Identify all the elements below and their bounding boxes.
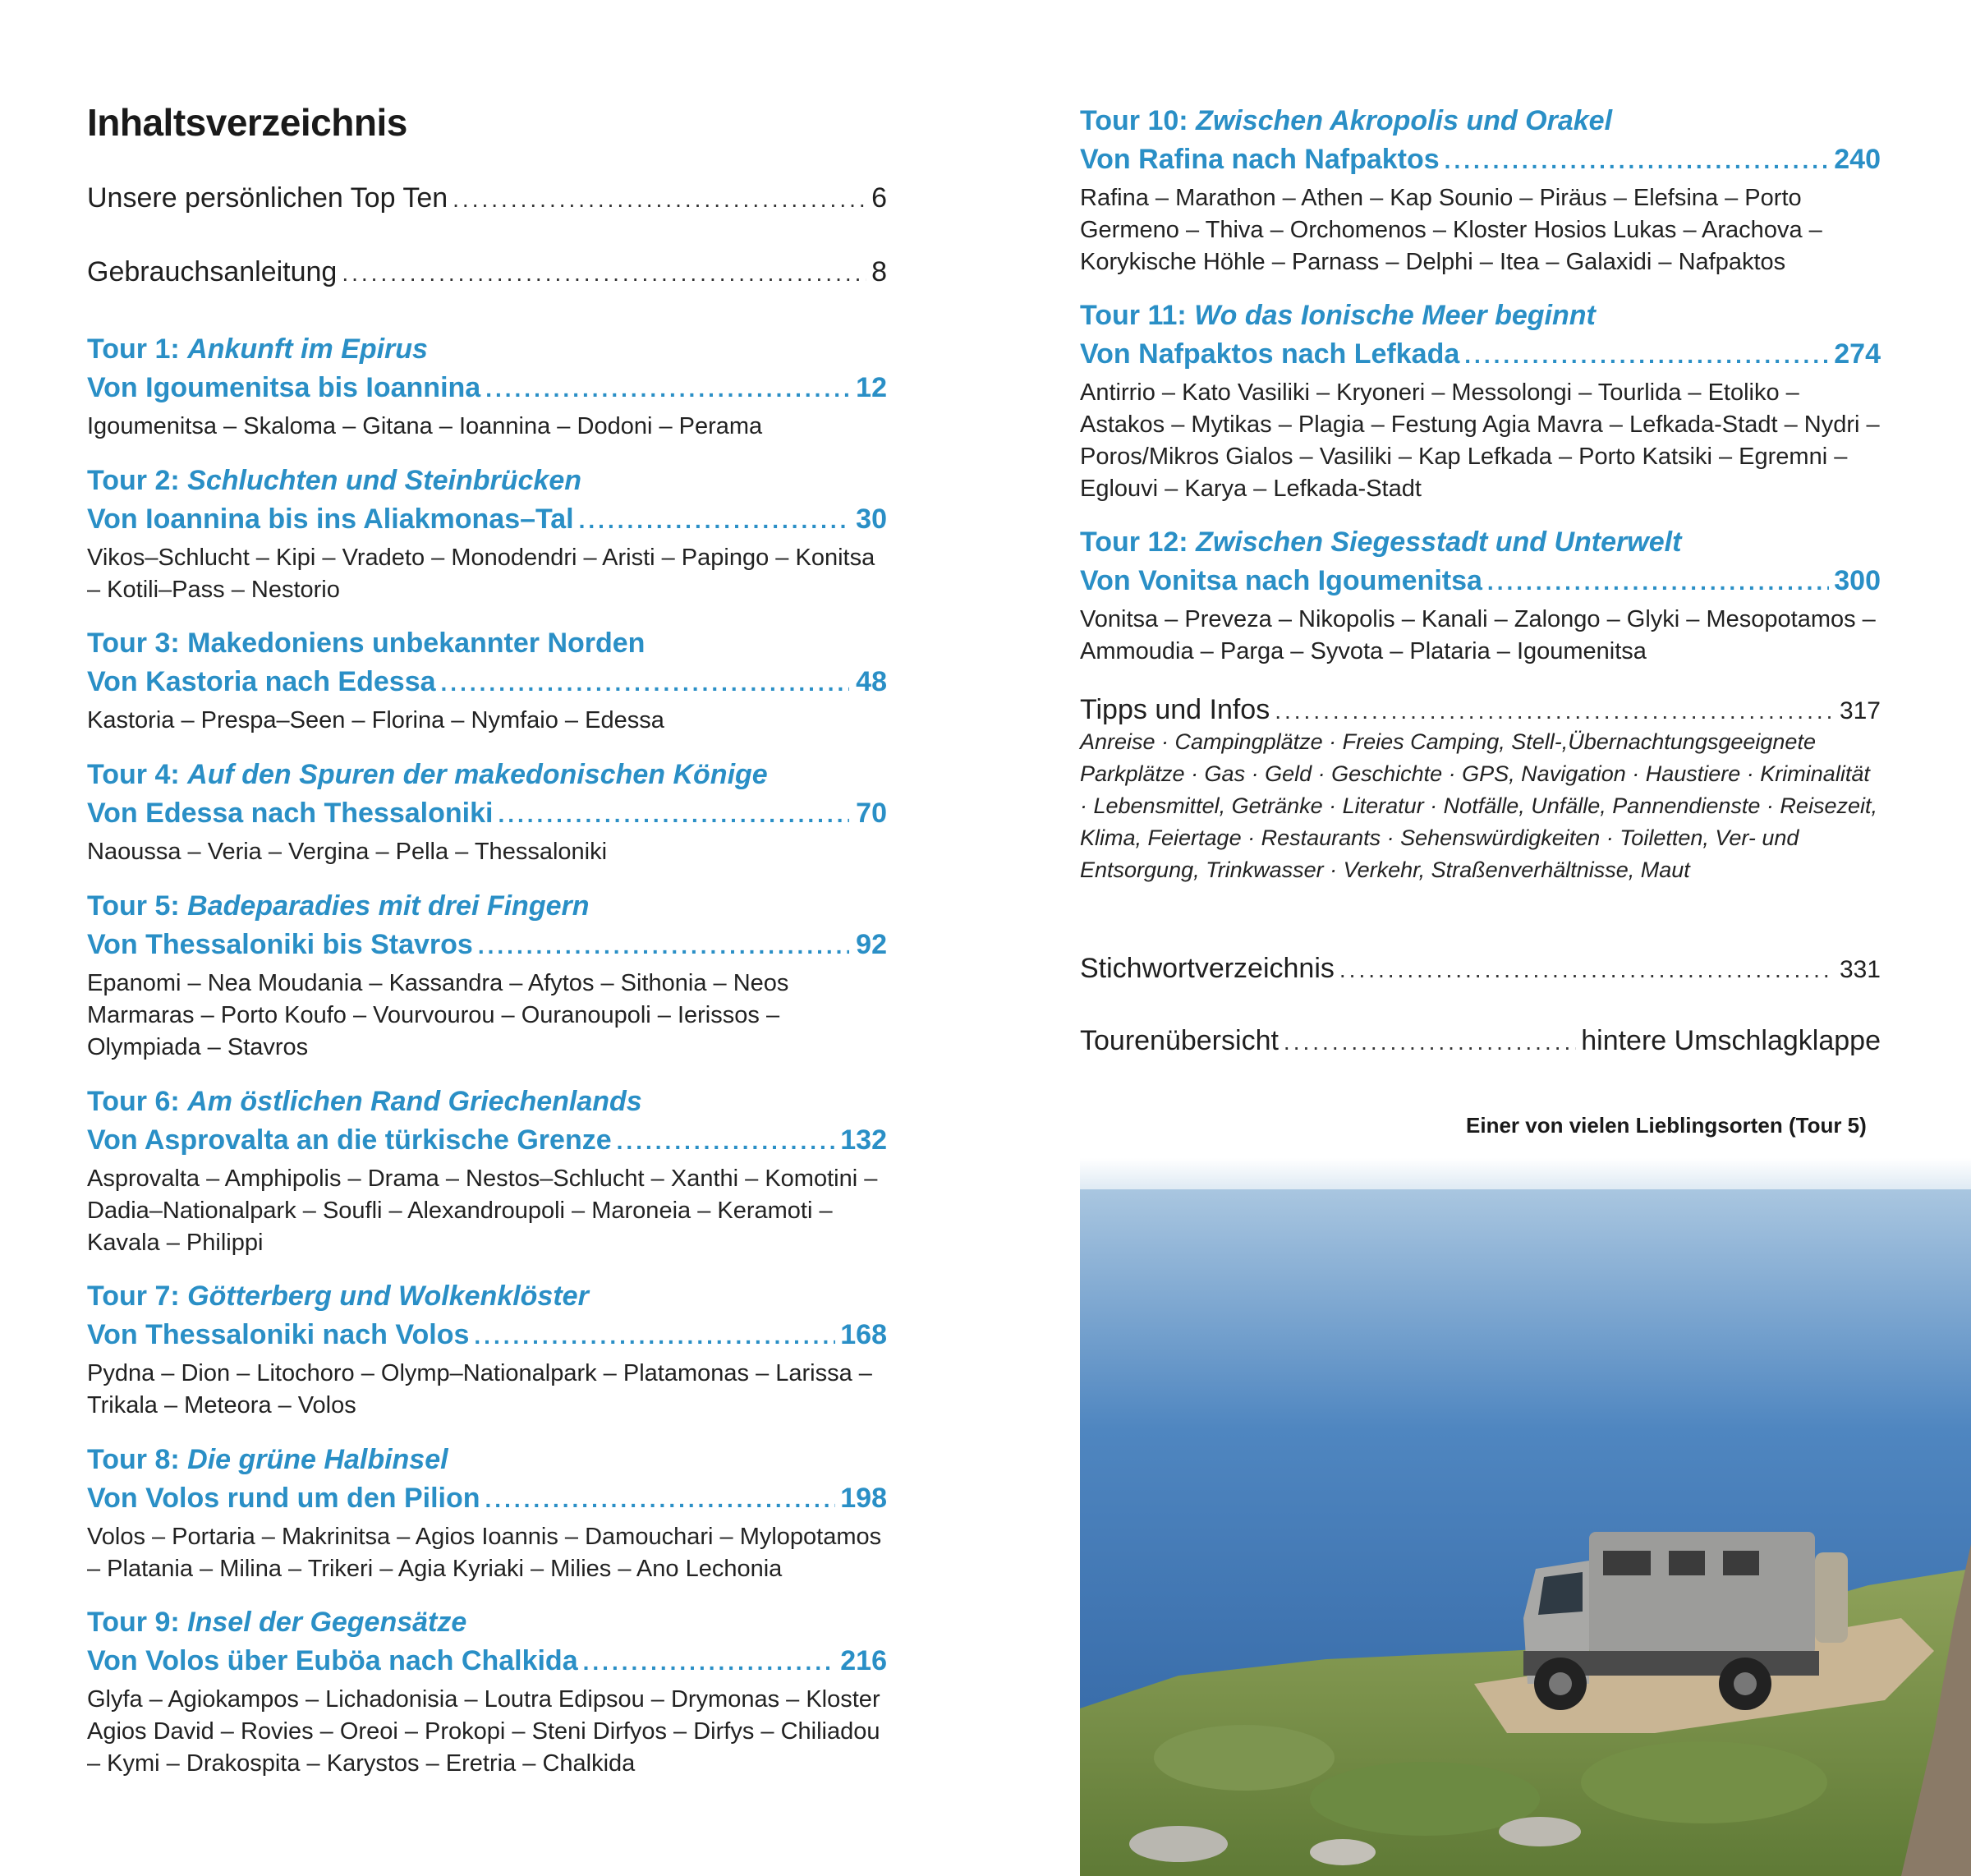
camper-photo — [1080, 1158, 1971, 1876]
tour-page: 240 — [1834, 144, 1881, 175]
tour-route: Von Thessaloniki bis Stavros — [87, 929, 473, 960]
tour-route: Von Asprovalta an die türkische Grenze — [87, 1124, 612, 1156]
tour-places: Kastoria – Prespa–Seen – Florina – Nymfaio – Edessa — [87, 707, 664, 733]
tour-route: Von Ioannina bis ins Aliakmonas–Tal — [87, 503, 574, 535]
tipps-topics: Anreise · Campingplätze · Freies Camping, Stell-,Übernachtungsgeeignete Parkplätze · Gas · Geld · Geschichte · GPS, Navigation · Haustiere · Kriminalität · Lebensmittel, Getränke · Literatur · Notfälle, Unfälle, Pannendienste · Reisezeit, Klima, Feiertage · Restaurants · Sehenswürdigkeiten · Toiletten, Ver- und Entsorgung, Trinkwasser · Verkehr, Straßenverhältnisse, Maut — [1080, 729, 1877, 882]
leader-dots — [1445, 141, 1830, 181]
tour-entry-8[interactable] — [87, 1441, 887, 1585]
leader-dots — [478, 927, 849, 966]
tour-page: 132 — [840, 1124, 887, 1156]
tour-page: 300 — [1834, 565, 1881, 596]
tour-number: Tour 11: — [1080, 300, 1187, 331]
tour-route: Von Volos rund um den Pilion — [87, 1483, 480, 1514]
tour-route: Von Igoumenitsa bis Ioannina — [87, 372, 481, 403]
tour-places: Epanomi – Nea Moudania – Kassandra – Afytos – Sithonia – Neos Marmaras – Porto Koufo – Vourvourou – Ouranoupoli – Ierissos – Olympiada – Stavros — [87, 970, 789, 1060]
leader-dots — [617, 1122, 836, 1161]
toc-entry-tourenuebersicht[interactable] — [1080, 1025, 1881, 1057]
sky — [1080, 1158, 1971, 1191]
tour-places: Pydna – Dion – Litochoro – Olymp–Nationalpark – Platamonas – Larissa – Trikala – Meteora – Volos — [87, 1360, 872, 1418]
tour-page: 274 — [1834, 338, 1881, 370]
entry-page: 6 — [871, 182, 887, 214]
tour-route: Von Edessa nach Thessaloniki — [87, 798, 494, 829]
page-title: Inhaltsverzeichnis — [87, 101, 407, 144]
tour-route: Von Nafpaktos nach Lefkada — [1080, 338, 1460, 370]
tour-places: Asprovalta – Amphipolis – Drama – Nestos–Schlucht – Xanthi – Komotini – Dadia–Nationalpark – Soufli – Alexandroupoli – Maroneia – Keramoti – Kavala – Philippi — [87, 1166, 878, 1256]
photo-caption: Einer von vielen Lieblingsorten (Tour 5) — [1466, 1113, 1867, 1138]
leader-dots — [474, 1317, 835, 1356]
tour-entry-12[interactable] — [1080, 523, 1881, 668]
tour-entry-1[interactable] — [87, 330, 887, 443]
tour-route: Von Rafina nach Nafpaktos — [1080, 144, 1440, 175]
tour-subtitle: Am östlichen Rand Griechenlands — [187, 1086, 642, 1117]
tour-page: 198 — [840, 1483, 887, 1514]
tour-subtitle: Die grüne Halbinsel — [187, 1444, 448, 1475]
entry-label: Tourenübersicht — [1080, 1025, 1279, 1056]
toc-entry-tipps[interactable] — [1080, 694, 1881, 886]
rock — [1310, 1839, 1376, 1865]
entry-label: Gebrauchsanleitung — [87, 256, 338, 287]
leader-dots — [453, 186, 866, 213]
tour-number: Tour 8: — [87, 1444, 180, 1475]
landscape-illustration — [1080, 1158, 1971, 1876]
tour-number: Tour 6: — [87, 1086, 180, 1117]
tour-entry-7[interactable] — [87, 1277, 887, 1422]
tour-page: 70 — [856, 798, 887, 829]
leader-dots — [498, 795, 849, 835]
tour-route: Von Thessaloniki nach Volos — [87, 1319, 470, 1350]
entry-label: Unsere persönlichen Top Ten — [87, 182, 448, 214]
leader-dots — [441, 664, 849, 703]
rock — [1129, 1826, 1228, 1862]
tour-page: 30 — [856, 503, 887, 535]
tour-places: Igoumenitsa – Skaloma – Gitana – Ioannina – Dodoni – Perama — [87, 413, 763, 439]
entry-page: 331 — [1839, 956, 1881, 983]
toc-entry-stichwortverzeichnis[interactable] — [1080, 953, 1881, 985]
tour-places: Antirrio – Kato Vasiliki – Kryoneri – Messolongi – Tourlida – Etoliko – Astakos – Mytikas – Plagia – Festung Agia Mavra – Lefkada-Stadt – Nydri – Poros/Mikros Gialos – Vasiliki – Kap Lefkada – Porto Katsiki – Egremni – Eglouvi – Karya – Lefkada-Stadt — [1080, 379, 1880, 502]
tour-number: Tour 3: Makedoniens unbekannter Norden — [87, 628, 646, 659]
tour-subtitle: Götterberg und Wolkenklöster — [187, 1281, 589, 1312]
tour-entry-3[interactable] — [87, 624, 887, 737]
tour-places: Vikos–Schlucht – Kipi – Vradeto – Monodendri – Aristi – Papingo – Konitsa – Kotili–Pass – Nestorio — [87, 545, 875, 603]
tour-number: Tour 4: — [87, 759, 180, 790]
leader-dots — [342, 260, 866, 287]
toc-entry-gebrauchsanleitung[interactable] — [87, 256, 887, 288]
entry-page: hintere Umschlagklappe — [1581, 1025, 1881, 1056]
shrub — [1581, 1741, 1827, 1823]
tour-page: 12 — [856, 372, 887, 403]
tour-places: Volos – Portaria – Makrinitsa – Agios Ioannis – Damouchari – Mylopotamos – Platania – Milina – Trikeri – Agia Kyriaki – Milies – Ano Lechonia — [87, 1524, 882, 1582]
tour-subtitle: Zwischen Akropolis und Orakel — [1196, 105, 1613, 136]
tour-entry-5[interactable] — [87, 887, 887, 1064]
leader-dots — [1275, 698, 1835, 724]
tour-page: 92 — [856, 929, 887, 960]
tour-entry-11[interactable] — [1080, 297, 1881, 505]
tour-places: Rafina – Marathon – Athen – Kap Sounio – Piräus – Elefsina – Porto Germeno – Thiva – Orchomenos – Kloster Hosios Lukas – Arachova – Korykische Höhle – Parnass – Delphi – Itea – Galaxidi – Nafpaktos — [1080, 185, 1822, 275]
tour-entry-10[interactable] — [1080, 102, 1881, 278]
leader-dots — [579, 501, 849, 540]
tour-subtitle: Zwischen Siegesstadt und Unterwelt — [1196, 526, 1682, 558]
leader-dots — [1464, 336, 1829, 375]
leader-dots — [583, 1643, 836, 1682]
tour-subtitle: Insel der Gegensätze — [187, 1607, 467, 1638]
leader-dots — [1487, 563, 1829, 602]
entry-page: 8 — [871, 256, 887, 287]
leader-dots — [485, 370, 849, 409]
shrub — [1154, 1725, 1335, 1791]
entry-page: 317 — [1839, 697, 1881, 724]
leader-dots — [1339, 957, 1835, 983]
tour-page: 216 — [840, 1645, 887, 1676]
tour-subtitle: Badeparadies mit drei Fingern — [187, 890, 590, 922]
tour-number: Tour 9: — [87, 1607, 180, 1638]
tour-subtitle: Ankunft im Epirus — [187, 333, 428, 365]
tour-subtitle: Wo das Ionische Meer beginnt — [1194, 300, 1596, 331]
tour-page: 48 — [856, 666, 887, 697]
tour-subtitle: Schluchten und Steinbrücken — [187, 465, 581, 496]
tour-route: Von Vonitsa nach Igoumenitsa — [1080, 565, 1482, 596]
tour-number: Tour 1: — [87, 333, 180, 365]
tour-number: Tour 7: — [87, 1281, 180, 1312]
tour-entry-6[interactable] — [87, 1083, 887, 1259]
entry-label: Tipps und Infos — [1080, 694, 1270, 725]
tour-number: Tour 10: — [1080, 105, 1188, 136]
tour-subtitle: Auf den Spuren der makedonischen Könige — [187, 759, 768, 790]
tour-entry-2[interactable] — [87, 462, 887, 606]
tour-places: Glyfa – Agiokampos – Lichadonisia – Loutra Edipsou – Drymonas – Kloster Agios David – Rovies – Oreoi – Prokopi – Steni Dirfyos – Dirfys – Chiliadou – Kymi – Drakospita – Karystos – Eretria – Chalkida — [87, 1686, 880, 1777]
leader-dots — [1284, 1029, 1576, 1055]
tour-number: Tour 5: — [87, 890, 180, 922]
tour-number: Tour 2: — [87, 465, 180, 496]
tour-entry-9[interactable] — [87, 1603, 887, 1780]
tour-route: Von Kastoria nach Edessa — [87, 666, 436, 697]
tour-places: Naoussa – Veria – Vergina – Pella – Thessaloniki — [87, 839, 608, 865]
tour-places: Vonitsa – Preveza – Nikopolis – Kanali – Zalongo – Glyki – Mesopotamos – Ammoudia – Parga – Syvota – Plataria – Igoumenitsa — [1080, 606, 1876, 664]
tour-page: 168 — [840, 1319, 887, 1350]
entry-label: Stichwortverzeichnis — [1080, 953, 1335, 984]
tour-route: Von Volos über Euböa nach Chalkida — [87, 1645, 578, 1676]
leader-dots — [485, 1480, 836, 1520]
toc-entry-top-ten[interactable] — [87, 182, 887, 214]
tour-number: Tour 12: — [1080, 526, 1188, 558]
tour-entry-4[interactable] — [87, 756, 887, 868]
rock — [1499, 1817, 1581, 1846]
